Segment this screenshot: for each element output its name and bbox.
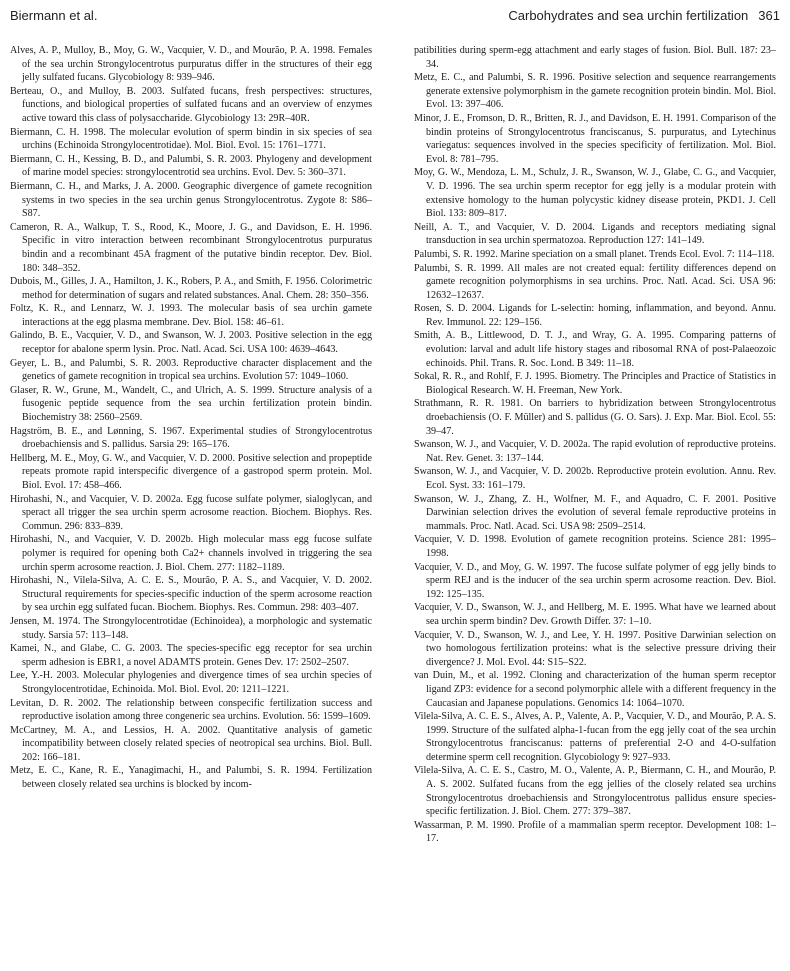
reference-entry: Sokal, R. R., and Rohlf, F. J. 1995. Biometry. The Principles and Practice of Statistics in Biological Research. W. H. Freeman, New York. xyxy=(414,371,776,396)
reference-entry: Hirohashi, N., Vilela-Silva, A. C. E. S., Mourão, P. A. S., and Vacquier, V. D. 2002. Structural requirements for species-specific induction of the sperm acrosome reaction by sea urchin egg sulfated fucan. Biochem. Biophys. Res. Commun. 298: 403–407. xyxy=(10,575,372,614)
reference-entry: Jensen, M. 1974. The Strongylocentrotidae (Echinoidea), a morphologic and systematic study. Sarsia 57: 113–148. xyxy=(10,615,372,641)
reference-entry: Kamei, N., and Glabe, C. G. 2003. The species-specific egg receptor for sea urchin sperm adhesion is EBR1, a novel ADAMTS protein. Genes Dev. 17: 2502–2507. xyxy=(10,643,372,668)
running-head-title: Carbohydrates and sea urchin fertilization xyxy=(508,8,749,23)
reference-entry: Biermann, C. H., Kessing, B. D., and Palumbi, S. R. 2003. Phylogeny and development of marine model species: strongylocentrotid sea urchins. Evol. Dev. 5: 360–371. xyxy=(10,153,372,179)
reference-entry: Foltz, K. R., and Lennarz, W. J. 1993. The molecular basis of sea urchin gamete interactions at the egg plasma membrane. Dev. Biol. 158: 46–61. xyxy=(10,303,372,328)
reference-entry: Rosen, S. D. 2004. Ligands for L-selectin: homing, inflammation, and beyond. Annu. Rev. Immunol. 22: 129–156. xyxy=(414,303,776,328)
page-number: 361 xyxy=(758,8,780,23)
reference-entry: Cameron, R. A., Walkup, T. S., Rood, K., Moore, J. G., and Davidson, E. H. 1996. Specific in vitro interaction between recombinant Strongylocentrotus purpuratus bindin and a recombinant 45A fragment of the putative bindin receptor. Dev. Biol. 180: 348–352. xyxy=(10,221,372,274)
reference-entry: Vacquier, V. D., Swanson, W. J., and Hellberg, M. E. 1995. What have we learned about sea urchin sperm bindin? Dev. Growth Differ. 37: 1–10. xyxy=(414,602,776,627)
references-right-column xyxy=(414,44,776,846)
reference-entry: Swanson, W. J., and Vacquier, V. D. 2002a. The rapid evolution of reproductive proteins. Nat. Rev. Genet. 3: 137–144. xyxy=(414,439,776,464)
reference-entry: Galindo, B. E., Vacquier, V. D., and Swanson, W. J. 2003. Positive selection in the egg receptor for abalone sperm lysin. Proc. Natl. Acad. Sci. USA 100: 4639–4643. xyxy=(10,330,372,356)
reference-entry: Biermann, C. H., and Marks, J. A. 2000. Geographic divergence of gamete recognition systems in two species in the sea urchin genus Strongylocentrotus. Zygote 8: S86–S87. xyxy=(10,180,372,220)
reference-entry: Biermann, C. H. 1998. The molecular evolution of sperm bindin in six species of sea urchins (Echinoida Strongylocentrotidae). Mol. Biol. Evol. 15: 1761–1771. xyxy=(10,126,372,152)
reference-entry: Levitan, D. R. 2002. The relationship between conspecific fertilization success and reproductive isolation among three congeneric sea urchins. Evolution. 56: 1599–1609. xyxy=(10,697,372,723)
reference-entry: Moy, G. W., Mendoza, L. M., Schulz, J. R., Swanson, W. J., Glabe, C. G., and Vacquier, V. D. 1996. The sea urchin sperm receptor for egg jelly is a modular protein with extensive homology to the human polycystic kidney disease protein, PKD1. J. Cell Biol. 133: 809–817. xyxy=(414,167,776,220)
reference-entry: Hellberg, M. E., Moy, G. W., and Vacquier, V. D. 2000. Positive selection and propeptide repeats promote rapid interspecific divergence of a gastropod sperm protein. Mol. Biol. Evol. 17: 458–466. xyxy=(10,452,372,491)
reference-entry: Alves, A. P., Mulloy, B., Moy, G. W., Vacquier, V. D., and Mourão, P. A. 1998. Females of the sea urchin Strongylocentrotus purpuratus differ in the structures of their egg jelly sulfated fucans. Glycobiology 8: 939–946. xyxy=(10,45,372,84)
reference-entry: Vilela-Silva, A. C. E. S., Castro, M. O., Valente, A. P., Biermann, C. H., and Mourão, P. A. S. 2002. Sulfated fucans from the egg jellies of the closely related sea urchins Strongylocentrotus droebachiensis and Strongylocentrotus pallidus ensure species-specific fertilization. J. Biol. Chem. 277: 379–387. xyxy=(414,765,776,818)
reference-entry: Strathmann, R. R. 1981. On barriers to hybridization between Strongylocentrotus droebachiensis (O. F. Müller) and S. pallidus (G. O. Sars). J. Exp. Mar. Biol. Ecol. 55: 39–47. xyxy=(414,398,776,437)
reference-entry: Hirohashi, N., and Vacquier, V. D. 2002a. Egg fucose sulfate polymer, sialoglycan, and speract all trigger the sea urchin sperm acrosome reaction. Biochem. Biophys. Res. Commun. 296: 833–839. xyxy=(10,493,372,532)
reference-entry: Neill, A. T., and Vacquier, V. D. 2004. Ligands and receptors mediating signal transduction in sea urchin spermatozoa. Reproduction 127: 141–149. xyxy=(414,221,776,247)
reference-entry: Minor, J. E., Fromson, D. R., Britten, R. J., and Davidson, E. H. 1991. Comparison of the bindin proteins of Strongylocentrotus franciscanus, S. purpuratus, and Lytechinus variegatus: sequences involved in the species specificity of fertilization. Mol. Biol. Evol. 8: 781–795. xyxy=(414,112,776,165)
running-head-authors: Biermann et al. xyxy=(10,8,98,23)
running-head-right xyxy=(508,8,780,23)
reference-entry: Metz, E. C., and Palumbi, S. R. 1996. Positive selection and sequence rearrangements generate extensive polymorphism in the gamete recognition protein bindin. Mol. Biol. Evol. 13: 397–406. xyxy=(414,72,776,111)
reference-entry: Glaser, R. W., Grune, M., Wandelt, C., and Ulrich, A. S. 1999. Structure analysis of a fusogenic peptide sequence from the sea urchin fertilization protein bindin. Biochemistry 38: 2560–2569. xyxy=(10,384,372,424)
reference-entry: Smith, A. B., Littlewood, D. T. J., and Wray, G. A. 1995. Comparing patterns of evolution: larval and adult life history stages and ribosomal RNA of post-Palaeozoic echinoids. Phil. Trans. R. Soc. Lond. B 349: 11–18. xyxy=(414,330,776,369)
running-head xyxy=(10,8,780,26)
reference-entry: Swanson, W. J., Zhang, Z. H., Wolfner, M. F., and Aquadro, C. F. 2001. Positive Darwinian selection drives the evolution of several female reproductive proteins in mammals. Proc. Natl. Acad. Sci. USA 98: 2509–2514. xyxy=(414,493,776,532)
reference-entry: patibilities during sperm-egg attachment and early stages of fusion. Biol. Bull. 187: 23–34. xyxy=(414,45,776,70)
reference-entry: Metz, E. C., Kane, R. E., Yanagimachi, H., and Palumbi, S. R. 1994. Fertilization between closely related sea urchins is blocked by incom- xyxy=(10,765,372,791)
reference-entry: Vacquier, V. D. 1998. Evolution of gamete recognition proteins. Science 281: 1995–1998. xyxy=(414,534,776,559)
references-left-column xyxy=(10,44,372,792)
reference-entry: Palumbi, S. R. 1992. Marine speciation on a small planet. Trends Ecol. Evol. 7: 114–118. xyxy=(414,248,775,260)
reference-entry: Geyer, L. B., and Palumbi, S. R. 2003. Reproductive character displacement and the genetics of gamete recognition in tropical sea urchins. Evolution 57: 1049–1060. xyxy=(10,357,372,383)
reference-entry: Dubois, M., Gilles, J. A., Hamilton, J. K., Robers, P. A., and Smith, F. 1956. Colorimetric method for determination of sugars and related substances. Anal. Chem. 28: 350–356. xyxy=(10,276,372,301)
reference-entry: Hirohashi, N., and Vacquier, V. D. 2002b. High molecular mass egg fucose sulfate polymer is required for opening both Ca2+ channels involved in triggering the sea urchin sperm acrosome reaction. J. Biol. Chem. 277: 1182–1189. xyxy=(10,534,372,573)
reference-entry: Vilela-Silva, A. C. E. S., Alves, A. P., Valente, A. P., Vacquier, V. D., and Mourão, P. A. S. 1999. Structure of the sulfated alpha-1-fucan from the egg jelly coat of the sea urchin Strongylocentrotus franciscanus: patterns of preferential 2-O and 4-O-sulfation determine sperm cell recognition. Glycobiology 9: 927–933. xyxy=(414,711,776,763)
reference-entry: Swanson, W. J., and Vacquier, V. D. 2002b. Reproductive protein evolution. Annu. Rev. Ecol. Syst. 33: 161–179. xyxy=(414,466,776,491)
reference-entry: Vacquier, V. D., Swanson, W. J., and Lee, Y. H. 1997. Positive Darwinian selection on two homologous fertilization proteins: what is the selective pressure driving their divergence? J. Mol. Evol. 44: S15–S22. xyxy=(414,629,776,668)
reference-entry: van Duin, M., et al. 1992. Cloning and characterization of the human sperm receptor ligand ZP3: evidence for a second polymorphic allele with a different frequency in the Caucasian and Japanese populations. Genomics 14: 1064–1070. xyxy=(414,670,776,709)
reference-entry: Palumbi, S. R. 1999. All males are not created equal: fertility differences depend on gamete recognition polymorphisms in sea urchins. Proc. Natl. Acad. Sci. USA 96: 12632–12637. xyxy=(414,262,776,301)
reference-entry: Hagström, B. E., and Lønning, S. 1967. Experimental studies of Strongylocentrotus droebachiensis and S. pallidus. Sarsia 29: 165–176. xyxy=(10,425,372,451)
reference-entry: Berteau, O., and Mulloy, B. 2003. Sulfated fucans, fresh perspectives: structures, functions, and biological properties of sulfated fucans and an overview of enzymes active toward this class of polysaccharide. Glycobiology 13: 29R–40R. xyxy=(10,85,372,124)
reference-entry: McCartney, M. A., and Lessios, H. A. 2002. Quantitative analysis of gametic incompatibility between closely related species of neotropical sea urchins. Biol. Bull. 202: 166–181. xyxy=(10,724,372,763)
reference-entry: Vacquier, V. D., and Moy, G. W. 1997. The fucose sulfate polymer of egg jelly binds to sperm REJ and is the inducer of the sea urchin sperm acrosome reaction. Dev. Biol. 192: 125–135. xyxy=(414,561,776,600)
reference-entry: Wassarman, P. M. 1990. Profile of a mammalian sperm receptor. Development 108: 1–17. xyxy=(414,819,776,845)
reference-entry: Lee, Y.-H. 2003. Molecular phylogenies and divergence times of sea urchin species of Strongylocentrotidae, Echinoida. Mol. Biol. Evol. 20: 1211–1221. xyxy=(10,670,372,695)
